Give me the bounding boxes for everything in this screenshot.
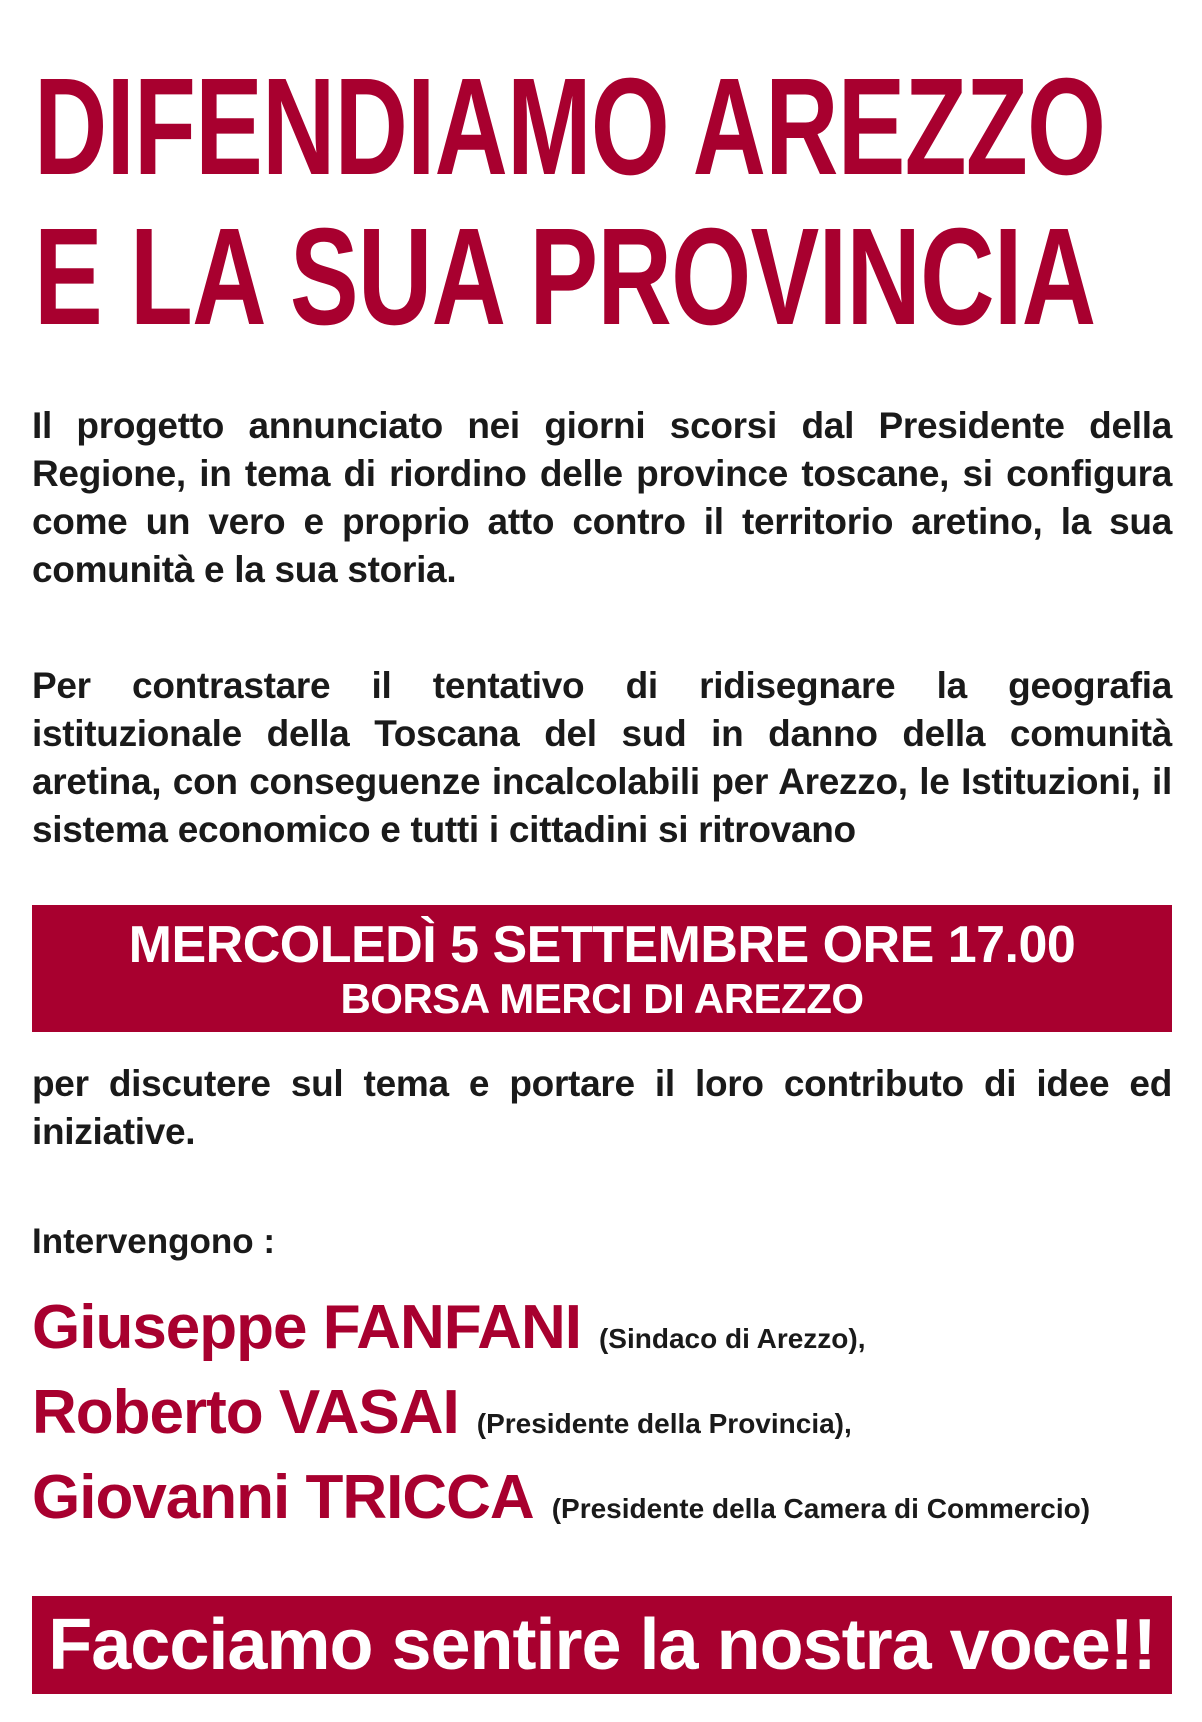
slogan-banner — [32, 1596, 1172, 1694]
event-venue: BORSA MERCI DI AREZZO — [340, 975, 864, 1022]
speaker-name: Giovanni TRICCA — [32, 1463, 534, 1532]
paragraph-contrast: Per contrastare il tentativo di ridisegnare la geografia istituzionale della Toscana del sud in danno della comunità aretina, con conseguenze incalcolabili per Arezzo, le Istituzioni, il sistema economico e tutti i cittadini si ritrovano — [32, 665, 1172, 850]
slogan-text: Facciamo sentire la nostra voce!! — [48, 1605, 1156, 1685]
speaker-vasai — [32, 1377, 852, 1448]
speaker-tricca — [32, 1462, 1090, 1533]
headline-line-2: E LA SUA PROVINCIA — [34, 200, 1096, 354]
speakers-intro: Intervengono : — [32, 1222, 276, 1261]
paragraph-project: Il progetto annunciato nei giorni scorsi dal Presidente della Regione, in tema di riordino delle province toscane, si configura come un vero e proprio atto contro il territorio aretino, la sua comunità e la sua storia. — [32, 405, 1172, 590]
speaker-fanfani — [32, 1292, 866, 1363]
speaker-role: (Presidente della Camera di Commercio) — [551, 1493, 1091, 1524]
speaker-role: (Presidente della Provincia), — [476, 1408, 852, 1439]
speaker-name: Roberto VASAI — [32, 1378, 459, 1447]
headline-line-1: DIFENDIAMO AREZZO — [34, 50, 1106, 204]
paragraph-discuss: per discutere sul tema e portare il loro contributo di idee ed iniziative. — [32, 1063, 1172, 1152]
speaker-role: (Sindaco di Arezzo), — [598, 1323, 866, 1354]
speaker-name: Giuseppe FANFANI — [32, 1293, 581, 1362]
event-datetime: MERCOLEDÌ 5 SETTEMBRE ORE 17.00 — [128, 916, 1076, 974]
event-banner — [32, 905, 1172, 1032]
